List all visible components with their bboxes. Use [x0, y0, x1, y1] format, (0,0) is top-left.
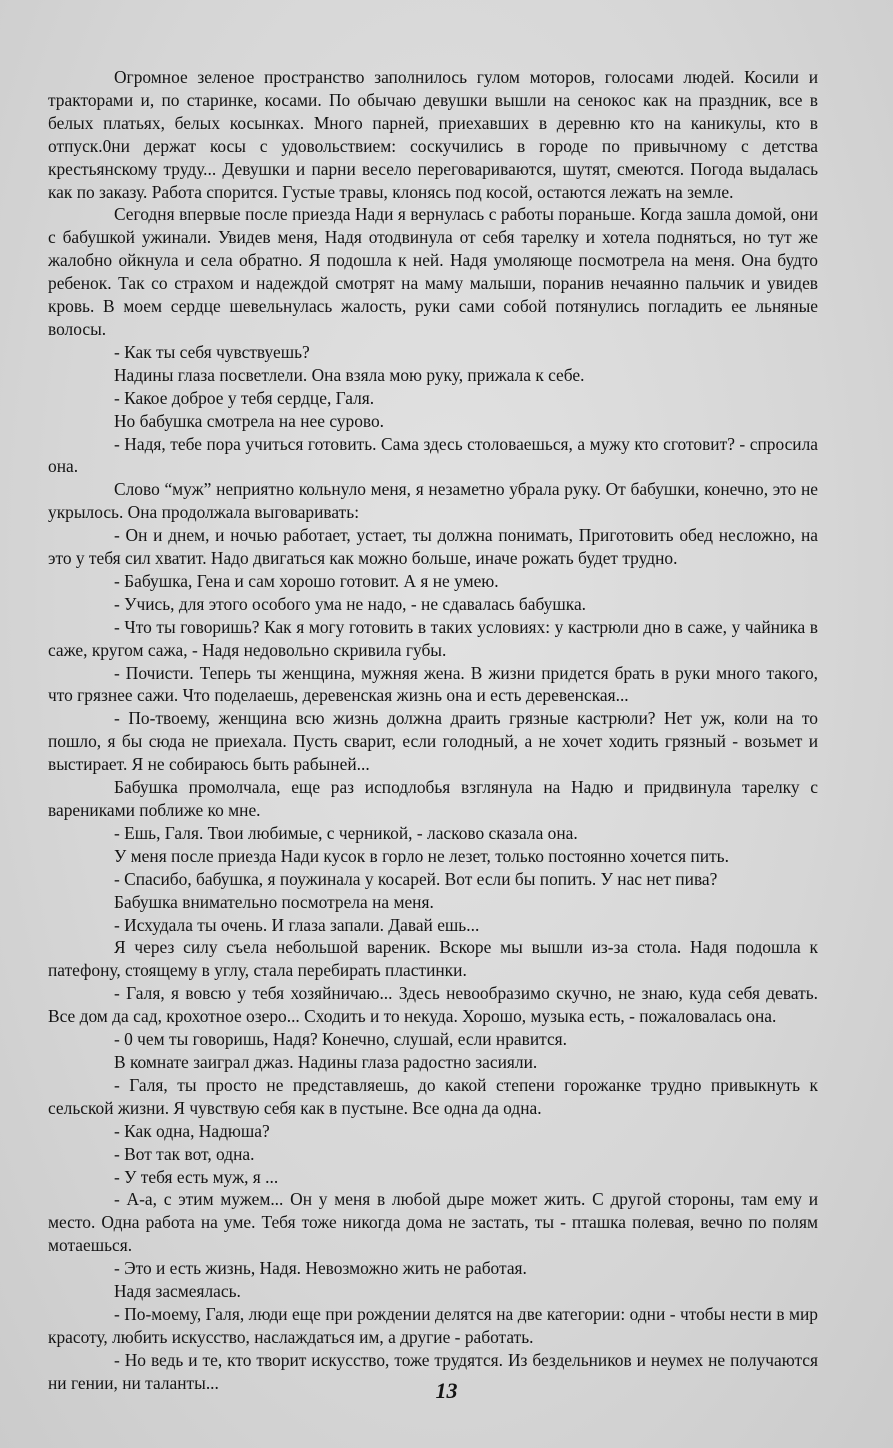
paragraph: - По-твоему, женщина всю жизнь должна драить грязные кастрюли? Нет уж, коли на то пошло, я бы сюда не приехала. Пусть сварит, если голодный, а не хочет ходить грязный - возьмет и выстирает. Я не собираюсь быть рабыней...: [48, 708, 818, 775]
paragraph: - Исхудала ты очень. И глаза запали. Давай ешь...: [114, 914, 480, 935]
paragraph: - Надя, тебе пора учиться готовить. Сама здесь столоваешься, а мужу кто сготовит? - спросила она.: [48, 433, 818, 477]
paragraph: - По-моему, Галя, люди еще при рождении делятся на две категории: одни - чтобы нести в мир красоту, любить искусство, наслаждаться им, а другие - работать.: [48, 1303, 818, 1347]
paragraph: Бабушка промолчала, еще раз исподлобья взглянула на Надю и придвинула тарелку с варениками поближе ко мне.: [48, 777, 818, 820]
paragraph: - Почисти. Теперь ты женщина, мужняя жена. В жизни придется брать в руки много такого, что грязнее сажи. Что поделаешь, деревенская жизнь она и есть деревенская...: [48, 662, 818, 706]
paragraph: В комнате заиграл джаз. Надины глаза радостно засияли.: [114, 1051, 538, 1072]
paragraph: - Учись, для этого особого ума не надо, - не сдавалась бабушка.: [114, 593, 587, 614]
paragraph: - Он и днем, и ночью работает, устает, ты должна понимать, Приготовить обед несложно, на это у тебя сил хватит. Надо двигаться как можно больше, иначе рожать будет трудно.: [48, 525, 818, 569]
paragraph: Но бабушка смотрела на нее сурово.: [114, 410, 385, 431]
paragraph: - Вот так вот, одна.: [114, 1143, 255, 1164]
paragraph: У меня после приезда Нади кусок в горло не лезет, только постоянно хочется пить.: [114, 845, 729, 866]
paragraph: - 0 чем ты говоришь, Надя? Конечно, слушай, если нравится.: [114, 1029, 568, 1050]
page-number: 13: [435, 1378, 458, 1403]
paragraph: - Ешь, Галя. Твои любимые, с черникой, - ласково сказала она.: [114, 822, 578, 843]
paragraph: Бабушка внимательно посмотрела на меня.: [114, 891, 434, 912]
paragraph: - А-а, с этим мужем... Он у меня в любой дыре может жить. С другой стороны, там ему и место. Одна работа на уме. Тебя тоже никогда дома не застать, ты - пташка полевая, вечно по полям мотаешься.: [48, 1189, 818, 1256]
paragraph: - Галя, я вовсю у тебя хозяйничаю... Здесь невообразимо скучно, не знаю, куда себя девать. Все дом да сад, крохотное озеро... Сходить и то некуда. Хорошо, музыка есть, - пожаловалась она.: [48, 983, 818, 1027]
paragraph: - Но ведь и те, кто творит искусство, тоже трудятся. Из бездельников и неумех не получаются ни гении, ни таланты...: [48, 1349, 818, 1393]
paragraph: - Бабушка, Гена и сам хорошо готовит. А я не умею.: [114, 570, 499, 591]
paragraph: - Спасибо, бабушка, я поужинала у косарей. Вот если бы попить. У нас нет пива?: [114, 868, 718, 889]
page-text: [48, 66, 818, 1395]
paragraph: Сегодня впервые после приезда Нади я вернулась с работы пораньше. Когда зашла домой, они с бабушкой ужинали. Увидев меня, Надя отодвинула от себя тарелку и хотела подняться, но тут же жалобно ойкнула и села обратно. Я подошла к ней. Надя умоляюще посмотрела на меня. Она будто ребенок. Так со страхом и надеждой смотрят на маму малыши, поранив нечаянно пальчик и увидев кровь. В моем сердце шевельнулась жалость, руки сами собой потянулись погладить ее льняные волосы.: [48, 204, 818, 339]
paragraph: Слово “муж” неприятно кольнуло меня, я незаметно убрала руку. От бабушки, конечно, это не укрылось. Она продолжала выговаривать:: [48, 479, 818, 523]
paragraph: Надины глаза посветлели. Она взяла мою руку, прижала к себе.: [114, 364, 585, 385]
paragraph: - Как ты себя чувствуешь?: [114, 341, 310, 362]
paragraph: Огромное зеленое пространство заполнилось гулом моторов, голосами людей. Косили и тракторами и, по старинке, косами. По обычаю девушки вышли на сенокос как на праздник, все в белых платьях, белых косынках. Много парней, приехавших в деревню кто на каникулы, кто в отпуск.0ни держат косы с удовольствием: соскучились в городе по привычному с детства крестьянскому труду... Девушки и парни весело переговариваются, шутят, смеются. Погода выдалась как по заказу. Работа спорится. Густые травы, клонясь под косой, остаются лежать на земле.: [48, 67, 818, 202]
paragraph: Я через силу съела небольшой вареник. Вскоре мы вышли из-за стола. Надя подошла к патефону, стоящему в углу, стала перебирать пластинки.: [48, 937, 818, 981]
paragraph: - Как одна, Надюша?: [114, 1120, 270, 1141]
paragraph: - Что ты говоришь? Как я могу готовить в таких условиях: у кастрюли дно в саже, у чайника в саже, кругом сажа, - Надя недовольно скривила губы.: [48, 616, 818, 660]
paragraph: - Какое доброе у тебя сердце, Галя.: [114, 387, 375, 408]
paragraph: - Галя, ты просто не представляешь, до какой степени горожанке трудно привыкнуть к сельской жизни. Я чувствую себя как в пустыне. Все одна да одна.: [48, 1074, 818, 1118]
paragraph: - У тебя есть муж, я ...: [114, 1166, 279, 1187]
paragraph: Надя засмеялась.: [114, 1281, 241, 1302]
paragraph: - Это и есть жизнь, Надя. Невозможно жить не работая.: [114, 1258, 527, 1279]
